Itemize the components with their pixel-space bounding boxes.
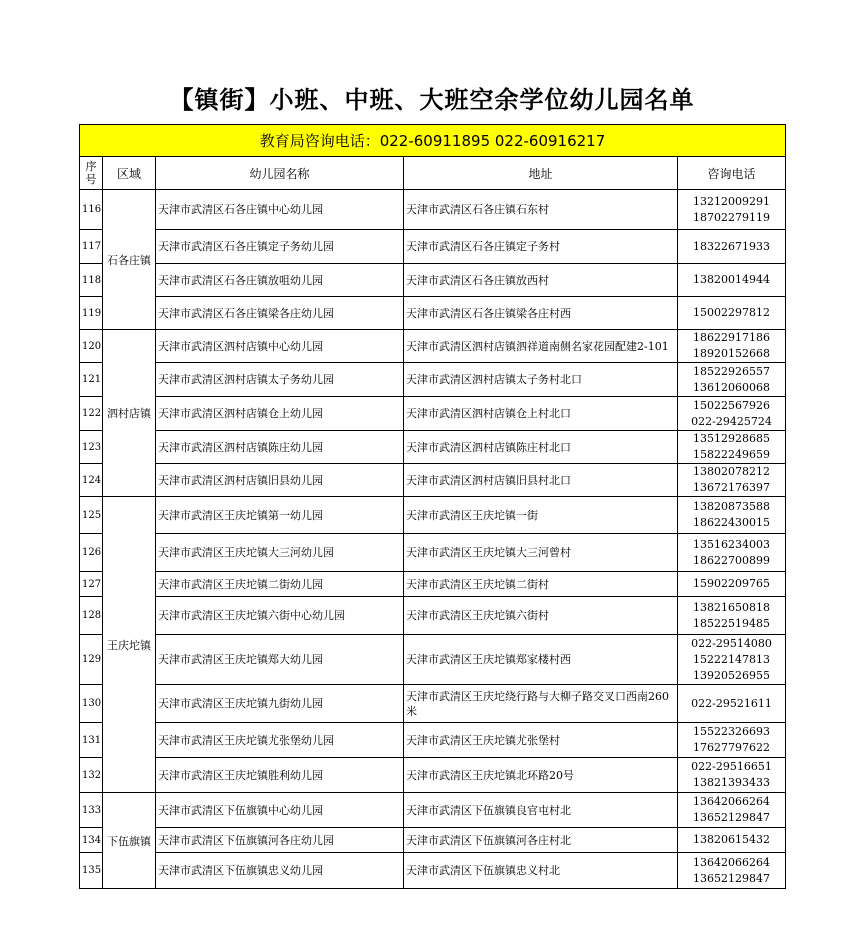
phone-cell	[678, 758, 786, 793]
phone-number: 13652129847	[693, 811, 770, 824]
kindergarten-address: 天津市武清区王庆坨镇尤张堡村	[404, 723, 678, 758]
phone-cell	[678, 297, 786, 330]
phone-number: 13820014944	[693, 273, 770, 286]
table-row	[80, 190, 786, 230]
row-number: 128	[80, 597, 103, 635]
phone-number: 13672176397	[693, 481, 770, 494]
kindergarten-address: 天津市武清区王庆坨镇六街村	[404, 597, 678, 635]
phone-number: 17627797622	[693, 741, 770, 754]
table-row	[80, 534, 786, 572]
table-row	[80, 572, 786, 597]
phone-number: 13821650818	[693, 600, 770, 614]
row-number: 135	[80, 853, 103, 889]
table-row	[80, 793, 786, 828]
kindergarten-address: 天津市武清区王庆坨镇大三河曾村	[404, 534, 678, 572]
row-number: 131	[80, 723, 103, 758]
kindergarten-address: 天津市武清区泗村店镇太子务村北口	[404, 363, 678, 397]
row-number: 134	[80, 828, 103, 853]
kindergarten-address: 天津市武清区石各庄镇石东村	[404, 190, 678, 230]
table-row	[80, 297, 786, 330]
row-number: 130	[80, 685, 103, 723]
area-cell: 下伍旗镇	[103, 793, 156, 889]
kindergarten-name: 天津市武清区王庆坨镇二街幼儿园	[156, 572, 404, 597]
kindergarten-address: 天津市武清区王庆坨镇二街村	[404, 572, 678, 597]
phone-number: 18522519485	[693, 616, 770, 630]
kindergarten-address: 天津市武清区王庆坨镇郑家楼村西	[404, 635, 678, 685]
kindergarten-name: 天津市武清区王庆坨镇胜利幼儿园	[156, 758, 404, 793]
kindergarten-address: 天津市武清区下伍旗镇忠义村北	[404, 853, 678, 889]
header-area: 区域	[103, 157, 156, 190]
row-number: 117	[80, 230, 103, 264]
kindergarten-address: 天津市武清区下伍旗镇河各庄村北	[404, 828, 678, 853]
row-number: 126	[80, 534, 103, 572]
kindergarten-name: 天津市武清区王庆坨镇郑大幼儿园	[156, 635, 404, 685]
kindergarten-name: 天津市武清区石各庄镇定子务幼儿园	[156, 230, 404, 264]
phone-cell	[678, 431, 786, 464]
table-row	[80, 397, 786, 431]
table-row	[80, 723, 786, 758]
phone-number: 15022567926	[693, 398, 770, 412]
kindergarten-name: 天津市武清区下伍旗镇中心幼儿园	[156, 793, 404, 828]
row-number: 129	[80, 635, 103, 685]
phone-cell	[678, 363, 786, 397]
kindergarten-address: 天津市武清区石各庄镇定子务村	[404, 230, 678, 264]
phone-cell	[678, 685, 786, 723]
kindergarten-address: 天津市武清区泗村店镇泗祥道南侧名家花园配建2-101	[404, 330, 678, 363]
table-row	[80, 758, 786, 793]
kindergarten-name: 天津市武清区石各庄镇中心幼儿园	[156, 190, 404, 230]
phone-number: 13642066264	[693, 855, 770, 869]
kindergarten-address: 天津市武清区王庆坨镇一街	[404, 497, 678, 534]
phone-cell	[678, 534, 786, 572]
kindergarten-address: 天津市武清区王庆坨绕行路与大柳子路交叉口西南260米	[404, 685, 678, 723]
kindergarten-name: 天津市武清区王庆坨镇六街中心幼儿园	[156, 597, 404, 635]
hotline-text: 教育局咨询电话：022-60911895 022-60916217	[80, 125, 786, 157]
header-name: 幼儿园名称	[156, 157, 404, 190]
phone-cell	[678, 635, 786, 685]
phone-number: 15902209765	[693, 577, 770, 590]
phone-number: 022-29521611	[691, 696, 772, 710]
phone-number: 18622917186	[693, 331, 770, 344]
phone-number: 13642066264	[693, 795, 770, 808]
table-row	[80, 828, 786, 853]
phone-number: 13821393433	[693, 776, 770, 789]
phone-number: 13612060068	[693, 380, 770, 394]
area-cell: 泗村店镇	[103, 330, 156, 497]
kindergarten-name: 天津市武清区石各庄镇梁各庄幼儿园	[156, 297, 404, 330]
kindergarten-name: 天津市武清区泗村店镇旧县幼儿园	[156, 464, 404, 497]
phone-number: 13820873588	[693, 500, 770, 513]
table-row	[80, 264, 786, 297]
row-number: 119	[80, 297, 103, 330]
phone-number: 13652129847	[693, 871, 770, 885]
table-row	[80, 597, 786, 635]
header-address: 地址	[404, 157, 678, 190]
table-row	[80, 464, 786, 497]
kindergarten-name: 天津市武清区下伍旗镇河各庄幼儿园	[156, 828, 404, 853]
phone-number: 18522926557	[693, 364, 770, 378]
phone-cell	[678, 230, 786, 264]
phone-cell	[678, 397, 786, 431]
phone-number: 13802078212	[693, 465, 770, 478]
kindergarten-address: 天津市武清区泗村店镇仓上村北口	[404, 397, 678, 431]
row-number: 120	[80, 330, 103, 363]
kindergarten-name: 天津市武清区泗村店镇中心幼儿园	[156, 330, 404, 363]
phone-number: 18702279119	[693, 210, 770, 224]
phone-cell	[678, 264, 786, 297]
phone-number: 13516234003	[693, 537, 770, 551]
table-row	[80, 853, 786, 889]
hotline-banner	[80, 125, 786, 157]
kindergarten-name: 天津市武清区王庆坨镇九街幼儿园	[156, 685, 404, 723]
phone-number: 15222147813	[693, 652, 770, 666]
kindergarten-name: 天津市武清区泗村店镇太子务幼儿园	[156, 363, 404, 397]
phone-cell	[678, 793, 786, 828]
kindergarten-address: 天津市武清区石各庄镇梁各庄村西	[404, 297, 678, 330]
row-number: 124	[80, 464, 103, 497]
row-number: 132	[80, 758, 103, 793]
kindergarten-name: 天津市武清区泗村店镇陈庄幼儿园	[156, 431, 404, 464]
row-number: 123	[80, 431, 103, 464]
phone-number: 18622430015	[693, 516, 770, 529]
phone-number: 15522326693	[693, 725, 770, 738]
table-row	[80, 635, 786, 685]
phone-number: 15002297812	[693, 306, 770, 319]
kindergarten-address: 天津市武清区泗村店镇陈庄村北口	[404, 431, 678, 464]
kindergarten-name: 天津市武清区王庆坨镇大三河幼儿园	[156, 534, 404, 572]
phone-cell	[678, 597, 786, 635]
table-row	[80, 431, 786, 464]
phone-number: 13820615432	[693, 833, 770, 846]
header-phone: 咨询电话	[678, 157, 786, 190]
kindergarten-table	[79, 124, 786, 889]
table-row	[80, 363, 786, 397]
phone-number: 13920526955	[693, 668, 770, 682]
kindergarten-address: 天津市武清区王庆坨镇北环路20号	[404, 758, 678, 793]
phone-cell	[678, 464, 786, 497]
phone-number: 18622700899	[693, 553, 770, 567]
phone-cell	[678, 497, 786, 534]
kindergarten-name: 天津市武清区泗村店镇仓上幼儿园	[156, 397, 404, 431]
table-row	[80, 230, 786, 264]
table-row	[80, 685, 786, 723]
phone-cell	[678, 723, 786, 758]
phone-number: 13512928685	[693, 432, 770, 445]
phone-number: 13212009291	[693, 194, 770, 208]
row-number: 125	[80, 497, 103, 534]
kindergarten-address: 天津市武清区石各庄镇放西村	[404, 264, 678, 297]
kindergarten-address: 天津市武清区泗村店镇旧县村北口	[404, 464, 678, 497]
phone-cell	[678, 572, 786, 597]
phone-number: 15822249659	[693, 448, 770, 461]
kindergarten-name: 天津市武清区下伍旗镇忠义幼儿园	[156, 853, 404, 889]
area-cell: 王庆坨镇	[103, 497, 156, 793]
row-number: 127	[80, 572, 103, 597]
phone-number: 022-29514080	[691, 636, 772, 650]
phone-number: 022-29425724	[691, 414, 772, 428]
table-header	[80, 157, 786, 190]
kindergarten-name: 天津市武清区王庆坨镇尤张堡幼儿园	[156, 723, 404, 758]
row-number: 122	[80, 397, 103, 431]
area-cell: 石各庄镇	[103, 190, 156, 330]
row-number: 121	[80, 363, 103, 397]
phone-cell	[678, 853, 786, 889]
phone-number: 18322671933	[693, 239, 770, 253]
phone-cell	[678, 828, 786, 853]
header-seq: 序号	[80, 157, 103, 190]
kindergarten-name: 天津市武清区石各庄镇放咀幼儿园	[156, 264, 404, 297]
table-row	[80, 330, 786, 363]
phone-cell	[678, 190, 786, 230]
row-number: 133	[80, 793, 103, 828]
phone-number: 022-29516651	[691, 760, 772, 773]
row-number: 118	[80, 264, 103, 297]
row-number: 116	[80, 190, 103, 230]
kindergarten-name: 天津市武清区王庆坨镇第一幼儿园	[156, 497, 404, 534]
phone-number: 18920152668	[693, 347, 770, 360]
phone-cell	[678, 330, 786, 363]
page-title: 【镇街】小班、中班、大班空余学位幼儿园名单	[169, 86, 695, 114]
kindergarten-address: 天津市武清区下伍旗镇良官屯村北	[404, 793, 678, 828]
table-row	[80, 497, 786, 534]
